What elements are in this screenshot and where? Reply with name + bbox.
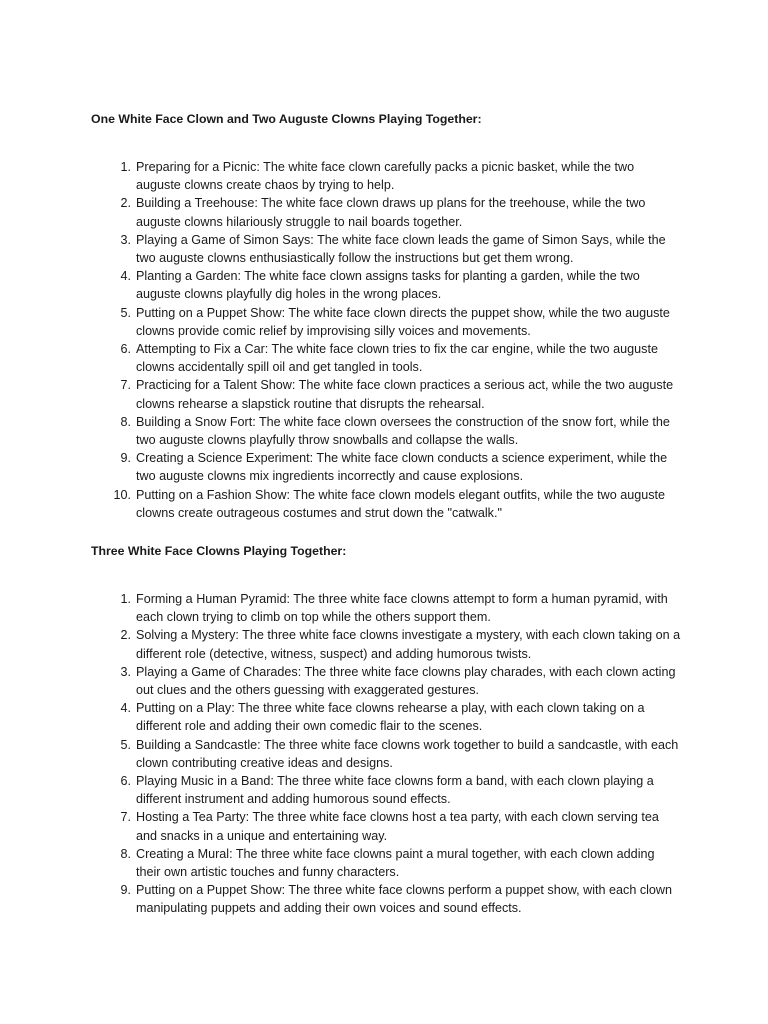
list-item-text: Playing a Game of Charades: The three white face clowns play charades, with each clown acting out clues and the others guessing with exaggerated gestures. xyxy=(136,664,676,698)
list-item xyxy=(0,267,768,303)
list-item-text: Putting on a Fashion Show: The white face clown models elegant outfits, while the two auguste clowns create outrageous costumes and strut down the "catwalk." xyxy=(136,487,666,520)
activity-list-white-face xyxy=(0,590,768,918)
list-item-text: Building a Treehouse: The white face clown draws up plans for the treehouse, while the two auguste clowns hilariously struggle to nail boards together. xyxy=(136,196,646,229)
list-item xyxy=(0,376,768,412)
list-item-text: Practicing for a Talent Show: The white face clown practices a serious act, while the two auguste clowns rehearse a slapstick routine that disrupts the rehearsal. xyxy=(136,378,674,411)
list-item-number: 4. xyxy=(120,269,131,284)
list-item-text: Creating a Mural: The three white face clowns paint a mural together, with each clown adding their own artistic touches and funny characters. xyxy=(136,846,655,880)
list-item xyxy=(0,845,768,881)
list-item-text: Attempting to Fix a Car: The white face clown tries to fix the car engine, while the two auguste clowns accidentally spill oil and get tangled in tools. xyxy=(136,342,658,375)
list-item xyxy=(0,158,768,194)
list-item xyxy=(0,231,768,267)
list-item xyxy=(0,304,768,340)
list-item-number: 4. xyxy=(120,701,131,716)
list-item-number: 2. xyxy=(120,196,131,211)
list-item xyxy=(0,486,768,522)
list-item xyxy=(0,736,768,772)
list-item xyxy=(0,808,768,844)
list-item-number: 6. xyxy=(120,774,131,789)
list-item-text: Building a Snow Fort: The white face clown oversees the construction of the snow fort, while the two auguste clowns playfully throw snowballs and collapse the walls. xyxy=(136,414,670,448)
list-item xyxy=(0,413,768,449)
list-item-text: Solving a Mystery: The three white face clowns investigate a mystery, with each clown taking on a different role (detective, witness, suspect) and adding humorous twists. xyxy=(136,628,681,661)
list-item-number: 5. xyxy=(120,737,131,752)
list-item xyxy=(0,194,768,230)
list-item-text: Creating a Science Experiment: The white face clown conducts a science experiment, while the two auguste clowns mix ingredients incorrectly and cause explosions. xyxy=(136,451,668,484)
list-item-number: 3. xyxy=(120,232,131,247)
list-item xyxy=(0,699,768,735)
activity-list-auguste xyxy=(0,158,768,522)
list-item xyxy=(0,449,768,485)
list-item-number: 7. xyxy=(120,378,131,393)
list-item xyxy=(0,881,768,917)
list-item-number: 1. xyxy=(120,592,131,606)
list-item-number: 8. xyxy=(120,414,131,429)
list-item-text: Playing Music in a Band: The three white face clowns form a band, with each clown playing a different instrument and adding humorous sound effects. xyxy=(136,774,654,807)
list-item-number: 3. xyxy=(120,664,131,679)
list-item-number: 6. xyxy=(120,342,131,357)
list-item-text: Building a Sandcastle: The three white face clowns work together to build a sandcastle, with each clown contributing creative ideas and designs. xyxy=(136,737,679,770)
list-item-text: Forming a Human Pyramid: The three white face clowns attempt to form a human pyramid, with each clown trying to climb on top while the others support them. xyxy=(136,592,668,625)
list-item-number: 9. xyxy=(120,451,131,466)
list-item-text: Putting on a Puppet Show: The white face clown directs the puppet show, while the two auguste clowns provide comic relief by improvising silly voices and movements. xyxy=(136,305,670,338)
list-item xyxy=(0,663,768,699)
list-item-text: Putting on a Puppet Show: The three white face clowns perform a puppet show, with each clown manipulating puppets and adding their own voices and sound effects. xyxy=(136,883,673,916)
list-item-text: Putting on a Play: The three white face clowns rehearse a play, with each clown taking on a different role and adding their own comedic flair to the scenes. xyxy=(136,701,645,734)
section-heading-auguste: One White Face Clown and Two Auguste Clowns Playing Together: xyxy=(91,112,482,126)
list-item xyxy=(0,772,768,808)
list-item-text: Hosting a Tea Party: The three white face clowns host a tea party, with each clown serving tea and snacks in a unique and entertaining way. xyxy=(136,810,659,843)
list-item-number: 7. xyxy=(120,810,131,825)
list-item xyxy=(0,626,768,662)
list-item-number: 10. xyxy=(113,487,131,502)
list-item-number: 2. xyxy=(120,628,131,643)
list-item xyxy=(0,340,768,376)
list-item-number: 5. xyxy=(120,305,131,320)
list-item-text: Playing a Game of Simon Says: The white face clown leads the game of Simon Says, while the two auguste clowns enthusiastically follow the instructions but get them wrong. xyxy=(136,232,666,266)
list-item-number: 8. xyxy=(120,846,131,861)
list-item xyxy=(0,590,768,626)
list-item-number: 1. xyxy=(120,160,131,174)
list-item-number: 9. xyxy=(120,883,131,898)
section-heading-white-face: Three White Face Clowns Playing Together: xyxy=(91,544,347,558)
list-item-text: Preparing for a Picnic: The white face clown carefully packs a picnic basket, while the two auguste clowns create chaos by trying to help. xyxy=(136,160,635,193)
list-item-text: Planting a Garden: The white face clown assigns tasks for planting a garden, while the two auguste clowns playfully dig holes in the wrong places. xyxy=(136,269,640,302)
